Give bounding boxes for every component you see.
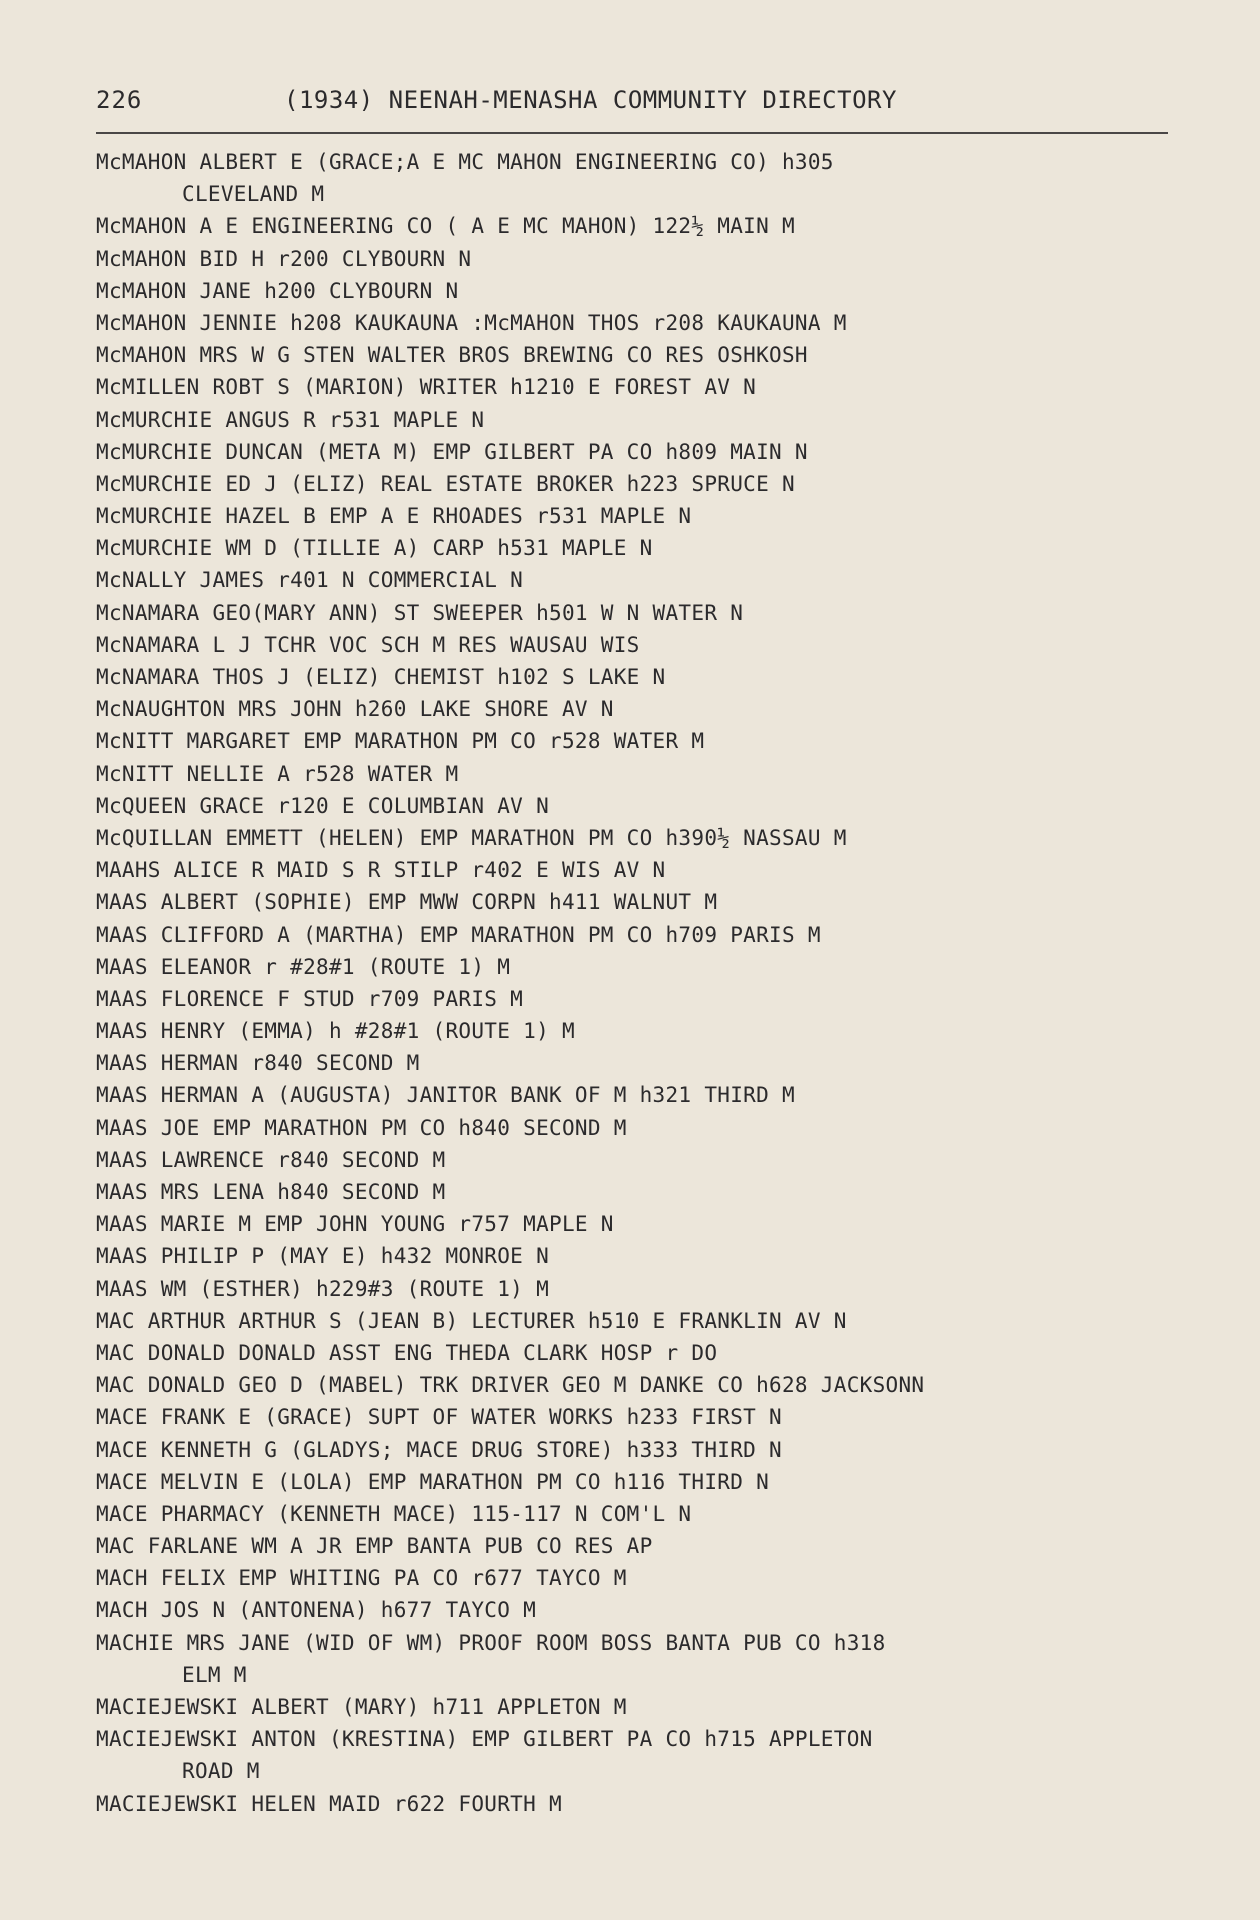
directory-entry: MAC DONALD DONALD ASST ENG THEDA CLARK HOSP r DO: [96, 1340, 718, 1365]
directory-entry: MAAS MARIE M EMP JOHN YOUNG r757 MAPLE N: [96, 1212, 614, 1237]
directory-entry: McMAHON A E ENGINEERING CO ( A E MC MAHON) 122½ MAIN M: [96, 214, 795, 239]
directory-entry: MACH JOS N (ANTONENA) h677 TAYCO M: [96, 1598, 537, 1623]
page-title: (1934) NEENAH-MENASHA COMMUNITY DIRECTORY: [284, 86, 897, 114]
directory-entry: MAC FARLANE WM A JR EMP BANTA PUB CO RES AP: [96, 1534, 653, 1559]
directory-entry: MACE KENNETH G (GLADYS; MACE DRUG STORE) h333 THIRD N: [96, 1437, 782, 1462]
directory-entry: MAC DONALD GEO D (MABEL) TRK DRIVER GEO M DANKE CO h628 JACKSONN: [96, 1373, 925, 1398]
page-number: 226: [96, 86, 143, 114]
directory-entry: McNAMARA THOS J (ELIZ) CHEMIST h102 S LAKE N: [96, 665, 666, 689]
directory-entry: McMILLEN ROBT S (MARION) WRITER h1210 E FOREST AV N: [96, 375, 757, 400]
directory-entry: MAAS LAWRENCE r840 SECOND M: [96, 1147, 446, 1172]
directory-entry: MACIEJEWSKI ALBERT (MARY) h711 APPLETON M: [96, 1695, 627, 1719]
directory-entry: McNITT MARGARET EMP MARATHON PM CO r528 WATER M: [96, 729, 705, 754]
directory-entry: MACE PHARMACY (KENNETH MACE) 115-117 N COM'L N: [96, 1501, 692, 1526]
directory-entry: MAAS JOE EMP MARATHON PM CO h840 SECOND M: [96, 1115, 627, 1140]
directory-entry: MAAS HENRY (EMMA) h #28#1 (ROUTE 1) M: [96, 1019, 575, 1044]
directory-entry: MAC ARTHUR ARTHUR S (JEAN B) LECTURER h510 E FRANKLIN AV N: [96, 1308, 847, 1333]
directory-entry: MACH FELIX EMP WHITING PA CO r677 TAYCO M: [96, 1566, 627, 1591]
page-header: [96, 86, 1168, 126]
directory-entry: MAAS HERMAN r840 SECOND M: [96, 1051, 420, 1076]
directory-entry: McMURCHIE ANGUS R r531 MAPLE N: [96, 407, 485, 432]
directory-entry: MAAS MRS LENA h840 SECOND M: [96, 1180, 446, 1204]
directory-entry: McQUEEN GRACE r120 E COLUMBIAN AV N: [96, 793, 550, 818]
directory-entry: MAAS ALBERT (SOPHIE) EMP MWW CORPN h411 WALNUT M: [96, 890, 718, 915]
directory-entry: McMAHON JANE h200 CLYBOURN N: [96, 278, 459, 303]
directory-entry: MACE MELVIN E (LOLA) EMP MARATHON PM CO h116 THIRD N: [96, 1469, 770, 1494]
directory-entry: MAAS PHILIP P (MAY E) h432 MONROE N: [96, 1244, 550, 1269]
directory-entry: MAAS ELEANOR r #28#1 (ROUTE 1) M: [96, 954, 511, 979]
directory-entry: McNITT NELLIE A r528 WATER M: [96, 761, 459, 786]
directory-entry: McQUILLAN EMMETT (HELEN) EMP MARATHON PM CO h390½ NASSAU M: [96, 825, 847, 850]
directory-entry-continuation: ROAD M: [182, 1759, 260, 1784]
directory-entry: MAAHS ALICE R MAID S R STILP r402 E WIS AV N: [96, 858, 666, 883]
directory-entry: McMURCHIE ED J (ELIZ) REAL ESTATE BROKER h223 SPRUCE N: [96, 471, 795, 496]
directory-entry: McNAMARA GEO(MARY ANN) ST SWEEPER h501 W N WATER N: [96, 600, 744, 625]
directory-entry: McMURCHIE WM D (TILLIE A) CARP h531 MAPLE N: [96, 536, 653, 561]
directory-entry: McMURCHIE DUNCAN (META M) EMP GILBERT PA CO h809 MAIN N: [96, 439, 808, 464]
directory-entries: [96, 146, 1206, 1820]
directory-entry: McMAHON BID H r200 CLYBOURN N: [96, 246, 472, 271]
directory-entry: MAAS CLIFFORD A (MARTHA) EMP MARATHON PM CO h709 PARIS M: [96, 922, 821, 947]
directory-entry: McMAHON MRS W G STEN WALTER BROS BREWING CO RES OSHKOSH: [96, 343, 808, 368]
directory-entry: MACE FRANK E (GRACE) SUPT OF WATER WORKS h233 FIRST N: [96, 1405, 782, 1430]
directory-entry: MACIEJEWSKI ANTON (KRESTINA) EMP GILBERT PA CO h715 APPLETON: [96, 1727, 873, 1752]
directory-entry: MAAS FLORENCE F STUD r709 PARIS M: [96, 986, 524, 1011]
directory-entry: McNAUGHTON MRS JOHN h260 LAKE SHORE AV N: [96, 697, 614, 722]
header-rule: [96, 132, 1168, 134]
directory-entry: MAAS WM (ESTHER) h229#3 (ROUTE 1) M: [96, 1276, 550, 1301]
directory-entry: McNAMARA L J TCHR VOC SCH M RES WAUSAU WIS: [96, 632, 640, 657]
directory-entry: McNALLY JAMES r401 N COMMERCIAL N: [96, 568, 524, 593]
directory-entry: McMAHON JENNIE h208 KAUKAUNA :McMAHON THOS r208 KAUKAUNA M: [96, 310, 847, 335]
directory-entry-continuation: ELM M: [182, 1662, 247, 1687]
directory-entry-continuation: CLEVELAND M: [182, 182, 325, 207]
directory-entry: MACIEJEWSKI HELEN MAID r622 FOURTH M: [96, 1791, 562, 1816]
directory-entry: McMAHON ALBERT E (GRACE;A E MC MAHON ENGINEERING CO) h305: [96, 150, 834, 174]
directory-entry: MACHIE MRS JANE (WID OF WM) PROOF ROOM BOSS BANTA PUB CO h318: [96, 1630, 886, 1655]
directory-entry: MAAS HERMAN A (AUGUSTA) JANITOR BANK OF M h321 THIRD M: [96, 1083, 795, 1108]
directory-entry: McMURCHIE HAZEL B EMP A E RHOADES r531 MAPLE N: [96, 504, 692, 529]
